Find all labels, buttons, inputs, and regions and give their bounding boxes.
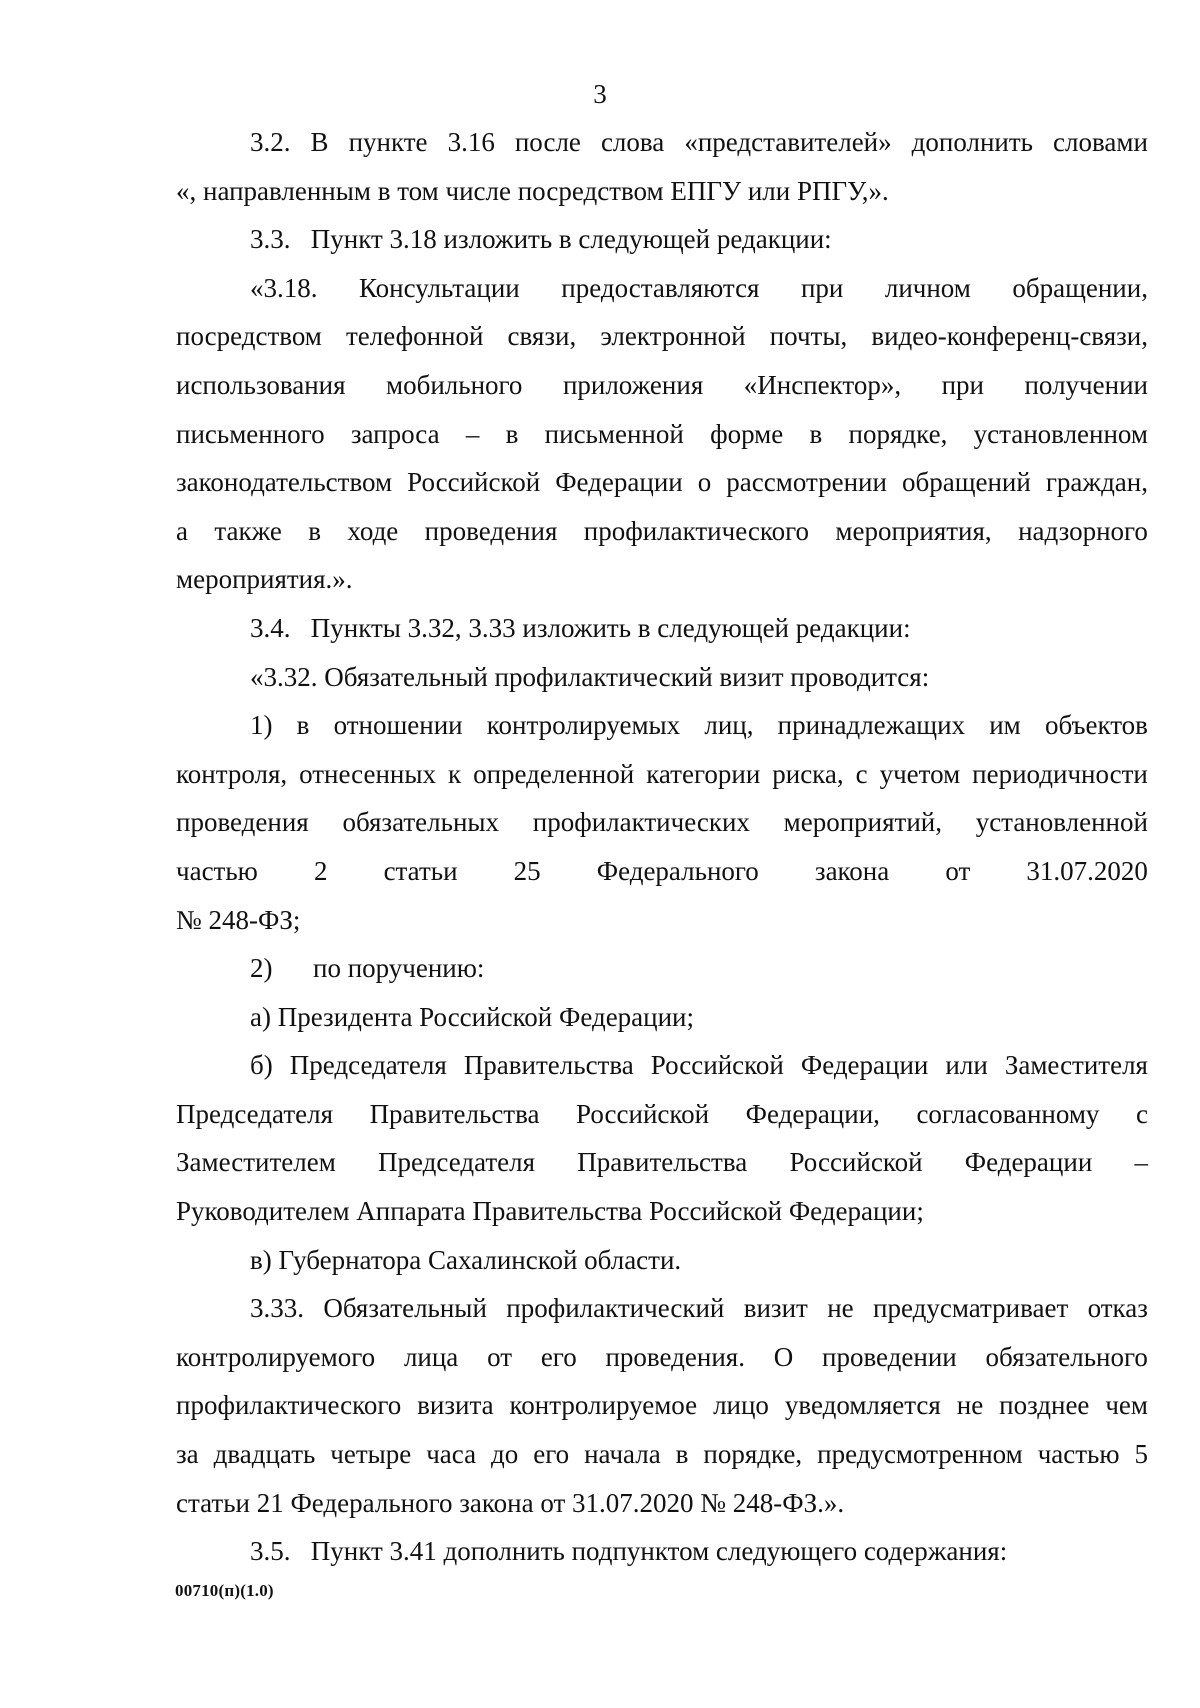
word: контроля, [176, 758, 288, 789]
word: форме [710, 418, 784, 449]
word: после [514, 127, 581, 157]
text-line [176, 1138, 1148, 1187]
text-line: 3.4. Пункты 3.32, 3.33 изложить в следующей редакции: [250, 612, 911, 643]
word: связи, [507, 321, 577, 352]
text-line [176, 264, 1148, 313]
word: согласованному [916, 1098, 1100, 1129]
word: – [465, 418, 480, 449]
text-line [176, 1284, 1148, 1333]
text-line: Руководителем Аппарата Правительства Российской Федерации; [176, 1196, 924, 1227]
word: Российской [576, 1098, 710, 1129]
text-line [176, 798, 1148, 847]
text-line [176, 1090, 1148, 1139]
word: категории [646, 758, 761, 789]
text-line [176, 507, 1148, 556]
word: словами [1053, 127, 1148, 157]
word: двадцать [213, 1439, 316, 1470]
text-line [176, 750, 1148, 799]
word: 2 [313, 855, 328, 886]
word: видео-конференц-связи, [871, 321, 1148, 352]
word: его [540, 1341, 577, 1372]
word: дополнить [911, 127, 1033, 157]
word: использования [176, 369, 346, 400]
word: 1) [250, 710, 273, 741]
text-line [176, 1381, 1148, 1430]
word: визит [743, 1293, 808, 1324]
word: «3.18. [250, 272, 318, 303]
word: установленной [975, 807, 1148, 838]
word: от [945, 855, 971, 886]
word: мобильного [386, 369, 523, 400]
word: в [308, 515, 321, 546]
word: учетом [879, 758, 961, 789]
word: запроса [350, 418, 440, 449]
text-line [176, 361, 1148, 410]
word: посредством [176, 321, 322, 352]
page-number: 3 [593, 79, 607, 109]
word: получении [1024, 369, 1148, 400]
word: Федерации, [745, 1098, 880, 1129]
word: граждан, [1045, 467, 1148, 498]
text-line: «, направленным в том числе посредством ЕПГУ или РПГУ,». [176, 175, 889, 206]
word: в [675, 1439, 689, 1470]
word: контролируемое [509, 1390, 698, 1421]
word: а [176, 515, 188, 546]
word: надзорного [1018, 515, 1148, 546]
word: Председателя [378, 1147, 536, 1178]
word: частью [176, 855, 258, 886]
word: при [941, 369, 984, 400]
text-line: 3.3. Пункт 3.18 изложить в следующей редакции: [250, 224, 832, 255]
text-line [176, 458, 1148, 507]
word: почты, [769, 321, 848, 352]
word: Российской [407, 467, 541, 498]
word: В [310, 127, 329, 157]
text-line [176, 1430, 1148, 1479]
word: профилактический [506, 1293, 725, 1324]
word: О [773, 1341, 794, 1372]
word: проведения [424, 515, 558, 546]
word: 31.07.2020 [1026, 855, 1148, 886]
word: Федерации [964, 1147, 1093, 1178]
word: статьи [383, 855, 458, 886]
text-line: статьи 21 Федерального закона от 31.07.2020 № 248-ФЗ.». [176, 1487, 845, 1518]
word: о [697, 467, 712, 498]
word: за [176, 1439, 199, 1470]
word: Правительства [369, 1098, 540, 1129]
word: определенной [473, 758, 635, 789]
word: законодательством [176, 467, 393, 498]
word: 25 [513, 855, 541, 886]
word: обязательных [342, 807, 500, 838]
word: проведения [176, 807, 309, 838]
word: к [447, 758, 462, 789]
word: лицо [713, 1390, 769, 1421]
word: Федерации [555, 467, 683, 498]
word: контролируемого [176, 1341, 376, 1372]
word: обязательного [985, 1341, 1148, 1372]
word: в [809, 418, 823, 449]
word: «представителей» [684, 127, 892, 157]
word: в [505, 418, 519, 449]
word: электронной [600, 321, 746, 352]
word: частью [1037, 1439, 1120, 1470]
word: до [491, 1439, 519, 1470]
word: Заместителя [1004, 1050, 1148, 1081]
text-line: 3.5. Пункт 3.41 дополнить подпунктом следующего содержания: [250, 1536, 1008, 1567]
document-code: 00710(п)(1.0) [175, 1581, 274, 1600]
word: «Инспектор», [743, 369, 902, 400]
word: профилактического [176, 1390, 402, 1421]
text-line [176, 410, 1148, 459]
word: чем [1105, 1390, 1148, 1421]
word: с [855, 758, 868, 789]
word: порядке, [703, 1439, 803, 1470]
word: предусмотренном [817, 1439, 1023, 1470]
word: четыре [330, 1439, 412, 1470]
word: периодичности [972, 758, 1148, 789]
word: отказ [1087, 1293, 1148, 1324]
word: личном [884, 272, 971, 303]
text-line [176, 118, 1148, 167]
word: приложения [562, 369, 704, 400]
word: 3.16 [447, 127, 495, 157]
word: предоставляются [561, 272, 760, 303]
word: или [945, 1050, 988, 1081]
word: б) [250, 1050, 273, 1081]
word: Федерального [596, 855, 759, 886]
word: установленном [973, 418, 1148, 449]
word: рассмотрении [726, 467, 887, 498]
word: Правительства [577, 1147, 748, 1178]
word: ходе [347, 515, 399, 546]
word: Председателя [289, 1050, 447, 1081]
word: Федерации [800, 1050, 929, 1081]
word: Российской [789, 1147, 923, 1178]
text-line: в) Губернатора Сахалинской области. [250, 1244, 682, 1275]
text-line: № 248-ФЗ; [176, 904, 301, 935]
word: им [989, 710, 1021, 741]
word: объектов [1044, 710, 1148, 741]
text-line [176, 701, 1148, 750]
word: лиц, [704, 710, 754, 741]
word: Обязательный [323, 1293, 487, 1324]
word: Заместителем [176, 1147, 336, 1178]
text-line: 2) по поручению: [250, 953, 485, 984]
word: обращений [901, 467, 1031, 498]
word: слова [600, 127, 665, 157]
word: начала [584, 1439, 661, 1470]
word: – [1134, 1147, 1148, 1178]
word: при [800, 272, 844, 303]
word: лица [403, 1341, 459, 1372]
word: визита [417, 1390, 494, 1421]
word: уведомляется [784, 1390, 941, 1421]
word: принадлежащих [777, 710, 966, 741]
word: от [487, 1341, 513, 1372]
text-line: а) Президента Российской Федерации; [250, 1001, 695, 1032]
word: 5 [1134, 1439, 1148, 1470]
word: с [1135, 1098, 1148, 1129]
text-line [176, 1041, 1148, 1090]
word: Правительства [463, 1050, 634, 1081]
text-line: «3.32. Обязательный профилактический визит проводится: [250, 661, 930, 692]
word: мероприятия, [835, 515, 992, 546]
text-line: мероприятия.». [176, 564, 353, 595]
word: Консультации [358, 272, 520, 303]
word: не [827, 1293, 854, 1324]
document-body [176, 118, 1148, 1576]
word: отнесенных [299, 758, 436, 789]
word: мероприятий, [783, 807, 942, 838]
word: часа [426, 1439, 477, 1470]
word: его [533, 1439, 570, 1470]
word: контролируемых [486, 710, 681, 741]
word: риска, [772, 758, 844, 789]
text-line [176, 312, 1148, 361]
word: проведении [822, 1341, 957, 1372]
word: Российской [650, 1050, 784, 1081]
word: в [296, 710, 310, 741]
word: профилактических [532, 807, 750, 838]
text-line [176, 1333, 1148, 1382]
word: позднее [999, 1390, 1090, 1421]
word: письменного [176, 418, 325, 449]
word: порядке, [848, 418, 948, 449]
word: не [956, 1390, 984, 1421]
text-line [176, 847, 1148, 896]
word: телефонной [346, 321, 484, 352]
word: 3.2. [250, 127, 291, 157]
word: также [214, 515, 282, 546]
word: письменной [544, 418, 684, 449]
word: Председателя [176, 1098, 334, 1129]
word: профилактического [583, 515, 809, 546]
word: проведения. [605, 1341, 745, 1372]
word: 3.33. [250, 1293, 304, 1324]
word: закона [814, 855, 890, 886]
word: пункте [348, 127, 428, 157]
word: обращении, [1012, 272, 1148, 303]
word: предусматривает [873, 1293, 1069, 1324]
word: отношении [333, 710, 463, 741]
